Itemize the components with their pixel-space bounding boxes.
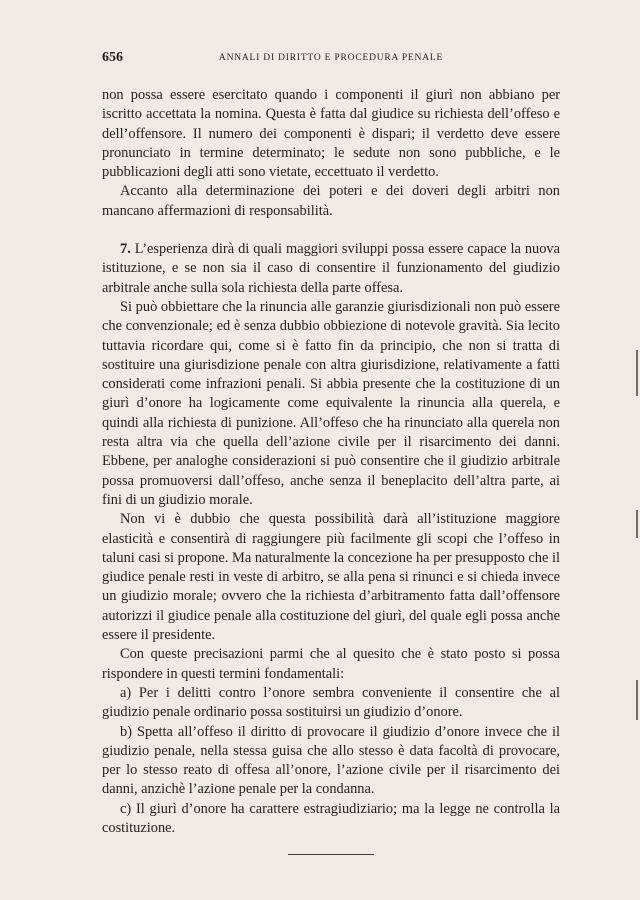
running-head: ANNALI DI DIRITTO E PROCEDURA PENALE — [218, 53, 444, 63]
list-item-b: b) Spetta all’offeso il diritto di provocare il giudizio d’onore invece che il giudizio penale, nella stessa guisa che allo stesso è data facoltà di provocare, per lo stesso reato di offesa all’onore, l’azione civile per il risarcimento dei danni, anzichè l’azione penale per la condanna. — [102, 723, 560, 798]
edge-mark — [636, 680, 638, 720]
list-item-a: a) Per i delitti contro l’onore sembra conveniente il consentire che al giudizio penale ordinario possa sostituirsi un giudizio d’onore. — [102, 684, 560, 721]
paragraph: Non vi è dubbio che questa possibilità darà all’istituzione maggiore elasticità e consentirà di raggiungere più facilmente gli scopi che l’offeso in taluni casi si propone. Ma naturalmente la concezione ha per presupposto che il giudice penale resti in veste di arbitro, se alla pena si rinunci e si chieda invece un giudizio morale; ovvero che la richiesta d’arbitramento fatta dall’offensore autorizzi il giudice penale alla costituzione del giurì, del quale egli possa anche essere il presidente. — [102, 511, 560, 644]
paragraph: Si può obbiettare che la rinuncia alle garanzie giurisdizionali non può essere che convenzionale; ed è senza dubbio obbiezione di notevole gravità. Sia lecito tuttavia ricordare qui, come si è fatto fin da principio, che non si tratta di sostituire una giurisdizione penale con altra giurisdizione, relativamente a fatti considerati come infrazioni penali. Si abbia presente che la costituzione di un giurì d’onore ha logicamente come equivalente la rinuncia alla querela, e quindi alla richiesta di punizione. All’offeso che ha rinunciato alla querela non resta altra via che quella dell’azione civile per il risarcimento dei danni. Ebbene, per analoghe considerazioni si può consentire che il giudizio arbitrale possa promuoversi dall’offeso, anche senza il beneplacito dell’altra parte, ai fini di un giudizio morale. — [102, 298, 560, 508]
page-edge-marks — [634, 340, 638, 760]
body-text — [102, 86, 560, 855]
closing-rule — [288, 854, 374, 855]
section-7-paragraph — [102, 240, 560, 298]
paragraph-text: L’esperienza dirà di quali maggiori sviluppi possa essere capace la nuova istituzione, e se non sia il caso di consentire il funzionamento del giudizio arbitrale anche sulla sola richiesta della parte offesa. — [102, 241, 560, 296]
list-item-c: c) Il giurì d’onore ha carattere estragiudiziario; ma la legge ne controlla la costituzione. — [102, 800, 560, 836]
section-number: 7. — [120, 241, 131, 258]
edge-mark — [636, 510, 638, 538]
edge-mark — [636, 350, 638, 396]
page-number: 656 — [102, 50, 123, 65]
page-header — [102, 50, 560, 68]
section-gap — [102, 221, 560, 240]
paragraph: Accanto alla determinazione dei poteri e dei doveri degli arbitri non mancano affermazioni di responsabilità. — [102, 183, 560, 219]
paragraph: Con queste precisazioni parmi che al quesito che è stato posto si possa rispondere in questi termini fondamentali: — [102, 646, 560, 682]
paragraph: non possa essere esercitato quando i componenti il giurì non abbiano per iscritto accettata la nomina. Questa è fatta dal giudice su richiesta dell’offeso e dell’offensore. Il numero dei componenti è dispari; il verdetto deve essere pronunciato in termine determinato; le sedute non sono pubbliche, e le pubblicazioni degli atti sono vietate, eccettuato il verdetto. — [102, 87, 560, 181]
